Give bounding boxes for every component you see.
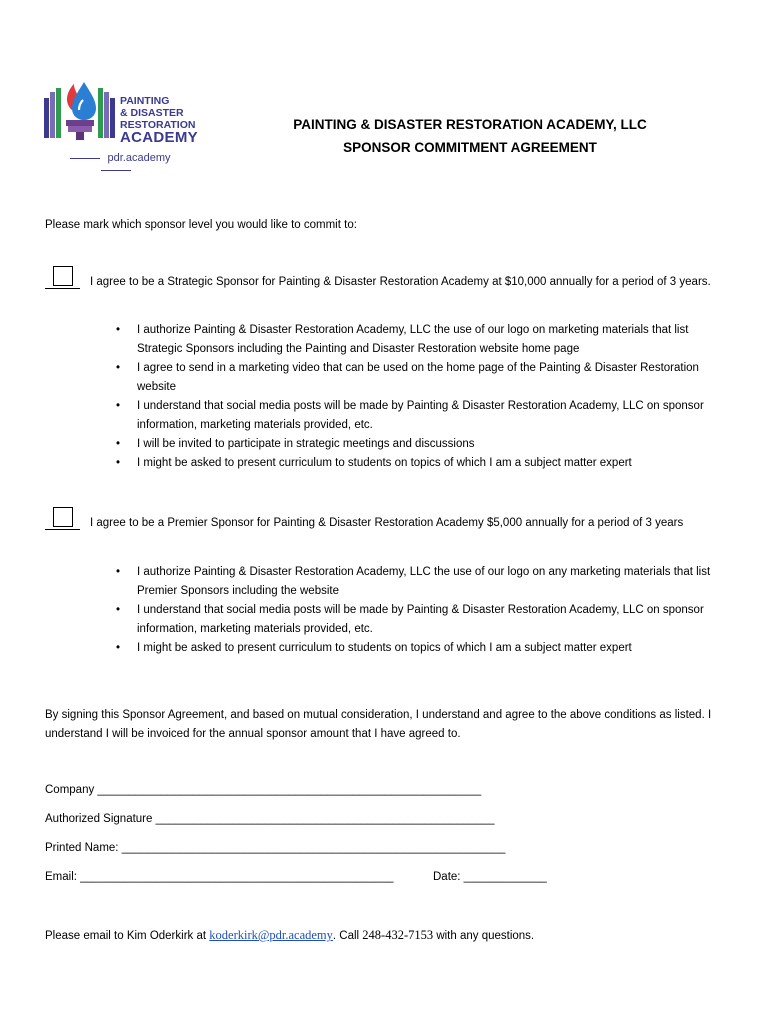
contact-phone: 248-432-7153 <box>362 928 434 942</box>
printed-name-field[interactable]: Printed Name: ____________________________________________________________ <box>45 842 506 854</box>
logo-text-line3: RESTORATION <box>120 119 196 131</box>
document-subtitle: SPONSOR COMMITMENT AGREEMENT <box>343 140 597 155</box>
signature-field[interactable]: Authorized Signature _____________________________________________________ <box>45 813 495 825</box>
list-item: • I might be asked to present curriculum to students on topics of which I am a subject matter expert <box>137 454 729 473</box>
list-item: • I might be asked to present curriculum to students on topics of which I am a subject matter expert <box>137 639 729 658</box>
contact-email-link[interactable]: koderkirk@pdr.academy <box>209 928 333 942</box>
list-item: • I will be invited to participate in strategic meetings and discussions <box>137 435 729 454</box>
premier-checkbox-line <box>45 529 80 530</box>
strategic-benefits-list <box>137 321 729 473</box>
agreement-text: By signing this Sponsor Agreement, and based on mutual consideration, I understand and agree to the above conditions as listed. I understand I will be invoiced for the annual sponsor amount that I have agreed to. <box>45 709 712 740</box>
document-title: PAINTING & DISASTER RESTORATION ACADEMY, LLC <box>293 117 647 132</box>
premier-statement: I agree to be a Premier Sponsor for Painting & Disaster Restoration Academy $5,000 annually for a period of 3 years <box>90 517 684 529</box>
list-item: • I authorize Painting & Disaster Restoration Academy, LLC the use of our logo on any marketing materials that list Premier Sponsors including the website <box>137 563 729 601</box>
contact-middle: . Call <box>332 930 363 942</box>
premier-benefits-list <box>137 563 729 658</box>
logo-text-line2: & DISASTER <box>120 107 184 119</box>
contact-suffix: with any questions. <box>433 930 535 942</box>
logo-text-line4: ACADEMY <box>120 129 198 146</box>
email-field[interactable]: Email: _________________________________________________ <box>45 871 394 883</box>
contact-line <box>45 928 534 943</box>
date-field[interactable]: Date: _____________ <box>433 871 547 883</box>
logo-url: pdr.academy <box>42 152 190 176</box>
list-item: • I understand that social media posts will be made by Painting & Disaster Restoration Academy, LLC on sponsor information, marketing materials provided, etc. <box>137 397 729 435</box>
logo-text-line1: PAINTING <box>120 95 170 107</box>
strategic-statement: I agree to be a Strategic Sponsor for Painting & Disaster Restoration Academy at $10,000 annually for a period of 3 years. <box>90 276 711 288</box>
premier-checkbox[interactable] <box>53 507 73 527</box>
strategic-checkbox-line <box>45 288 80 289</box>
list-item: • I authorize Painting & Disaster Restoration Academy, LLC the use of our logo on marketing materials that list Strategic Sponsors including the Painting and Disaster Restoration website home page <box>137 321 729 359</box>
company-field[interactable]: Company ____________________________________________________________ <box>45 784 482 796</box>
list-item: • I understand that social media posts will be made by Painting & Disaster Restoration Academy, LLC on sponsor information, marketing materials provided, etc. <box>137 601 729 639</box>
strategic-checkbox[interactable] <box>53 266 73 286</box>
contact-prefix: Please email to Kim Oderkirk at <box>45 930 210 942</box>
intro-text: Please mark which sponsor level you would like to commit to: <box>45 219 357 231</box>
paintbrush-books-icon <box>42 78 118 140</box>
list-item: • I agree to send in a marketing video that can be used on the home page of the Painting & Disaster Restoration website <box>137 359 729 397</box>
academy-logo <box>42 78 202 168</box>
